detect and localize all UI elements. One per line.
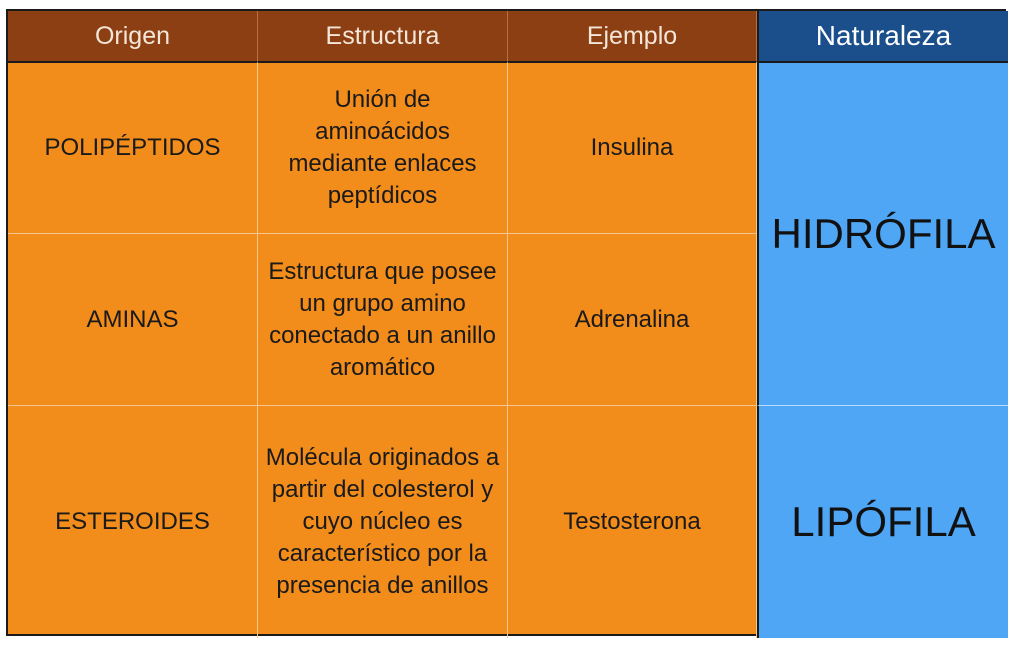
cell-origen-polipeptidos: POLIPÉPTIDOS: [8, 61, 258, 233]
cell-estructura-aminas: Estructura que posee un grupo amino conectado a un anillo aromático: [258, 233, 508, 405]
cell-origen-aminas: AMINAS: [8, 233, 258, 405]
header-estructura: Estructura: [258, 11, 508, 61]
cell-naturaleza-hidrofila: HIDRÓFILA: [757, 61, 1008, 405]
cell-ejemplo-adrenalina: Adrenalina: [508, 233, 757, 405]
cell-estructura-polipeptidos: Unión de aminoácidos mediante enlaces peptídicos: [258, 61, 508, 233]
cell-ejemplo-testosterona: Testosterona: [508, 405, 757, 638]
cell-naturaleza-lipofila: LIPÓFILA: [757, 405, 1008, 638]
header-ejemplo: Ejemplo: [508, 11, 757, 61]
cell-ejemplo-insulina: Insulina: [508, 61, 757, 233]
cell-estructura-esteroides: Molécula originados a partir del colesterol y cuyo núcleo es característico por la presencia de anillos: [258, 405, 508, 638]
header-origen: Origen: [8, 11, 258, 61]
cell-origen-esteroides: ESTEROIDES: [8, 405, 258, 638]
header-naturaleza: Naturaleza: [757, 11, 1008, 61]
hormone-table: [6, 9, 1006, 636]
